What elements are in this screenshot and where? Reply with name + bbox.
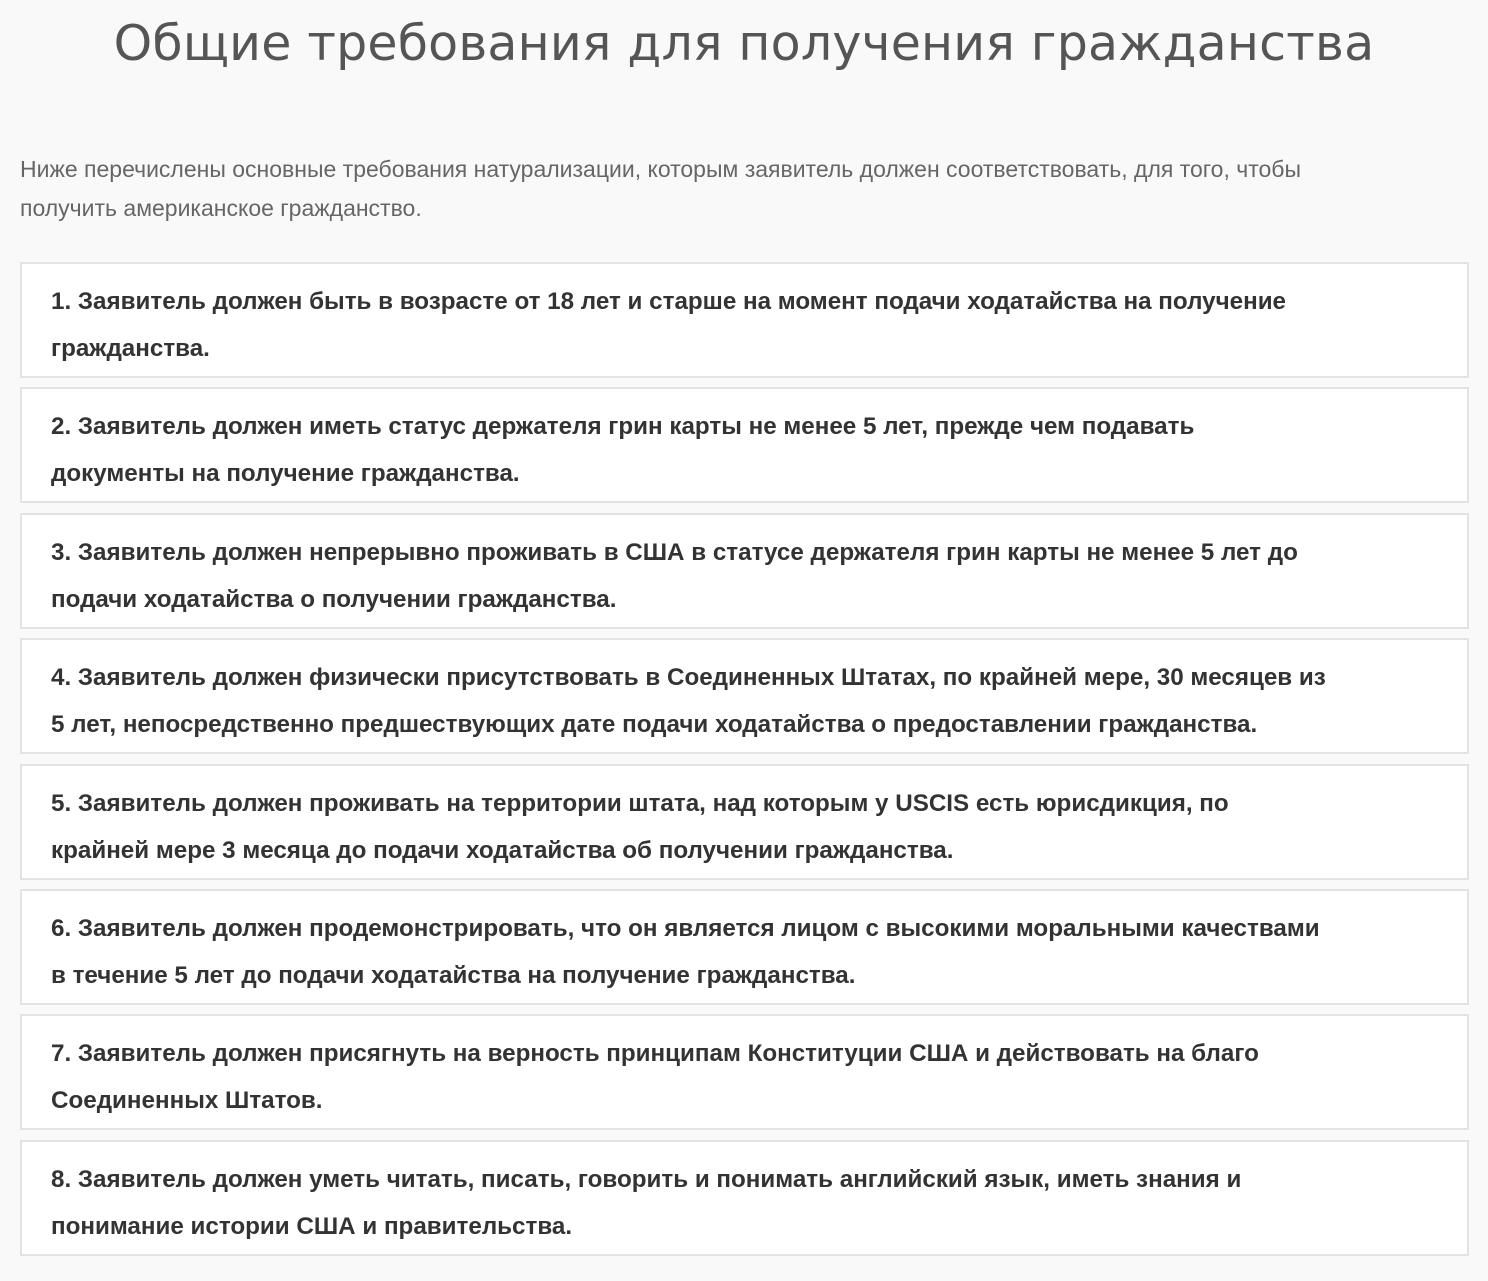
requirement-item-5 (20, 764, 1469, 880)
requirement-text: крайней мере 3 месяца до подачи ходатайства об получении гражданства. (51, 836, 954, 864)
requirement-text: 6. Заявитель должен продемонстрировать, что он является лицом с высокими моральными качествами (51, 914, 1320, 942)
requirement-text: 7. Заявитель должен присягнуть на верность принципам Конституции США и действовать на благо (51, 1040, 1259, 1068)
requirement-text: документы на получение гражданства. (51, 460, 520, 488)
requirement-text: Соединенных Штатов. (51, 1087, 323, 1115)
requirement-item-6 (20, 889, 1469, 1005)
page-title: Общие требования для получения гражданства (113, 15, 1375, 72)
requirement-item-2 (20, 387, 1469, 503)
requirement-text: 3. Заявитель должен непрерывно проживать в США в статусе держателя грин карты не менее 5 лет до (51, 538, 1298, 566)
requirement-text: 4. Заявитель должен физически присутствовать в Соединенных Штатах, по крайней мере, 30 месяцев из (51, 664, 1326, 692)
requirement-item-7 (20, 1014, 1469, 1130)
requirement-item-4 (20, 638, 1469, 754)
requirement-item-3 (20, 513, 1469, 629)
requirement-text: 5. Заявитель должен проживать на территории штата, над которым у USCIS есть юрисдикция, по (51, 789, 1229, 817)
intro-line: получить американское гражданство. (20, 195, 422, 221)
intro-paragraph (20, 150, 1460, 228)
requirement-text: понимание истории США и правительства. (51, 1212, 573, 1240)
requirement-text: 2. Заявитель должен иметь статус держателя грин карты не менее 5 лет, прежде чем подавать (51, 413, 1195, 441)
requirement-text: подачи ходатайства о получении гражданства. (51, 585, 617, 613)
requirement-text: в течение 5 лет до подачи ходатайства на получение гражданства. (51, 961, 856, 989)
requirement-text: гражданства. (51, 335, 210, 362)
requirement-item-8 (20, 1140, 1469, 1256)
intro-line: Ниже перечислены основные требования натурализации, которым заявитель должен соответствовать, для того, чтобы (20, 156, 1301, 182)
requirement-text: 8. Заявитель должен уметь читать, писать, говорить и понимать английский язык, иметь знания и (51, 1165, 1242, 1193)
requirements-list (20, 262, 1469, 1265)
requirement-text: 5 лет, непосредственно предшествующих дате подачи ходатайства о предоставлении гражданства. (51, 711, 1258, 739)
requirement-item-1 (20, 262, 1469, 378)
requirement-text: 1. Заявитель должен быть в возрасте от 18 лет и старше на момент подачи ходатайства на получение (51, 288, 1287, 315)
